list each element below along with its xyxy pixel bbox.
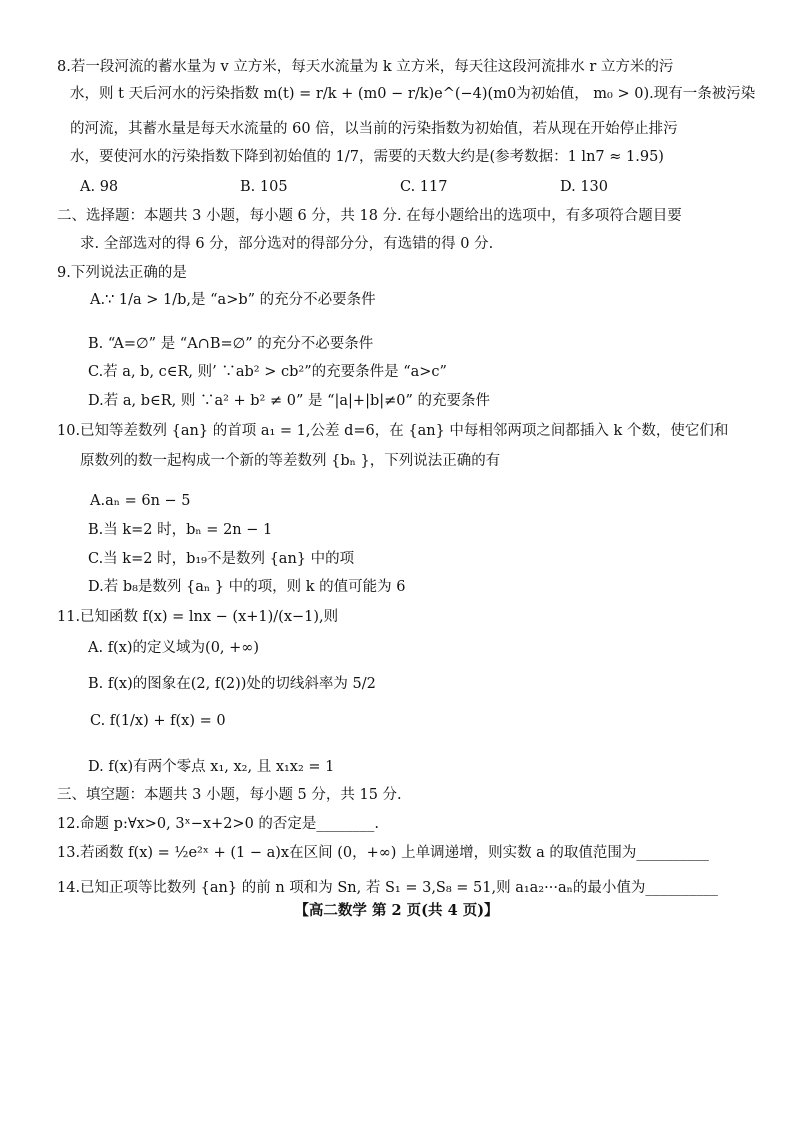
page-footer: 【高二数学 第 2 页(共 4 页)】 [294,902,499,919]
q14-text: 14.已知正项等比数列 {an} 的前 n 项和为 Sn, 若 S₁ = 3,S₈ = 51,则 a₁a₂···aₙ的最小值为__________ [57,880,718,896]
q11-option-b: B. f(x)的图象在(2, f(2))处的切线斜率为 5/2 [88,676,376,692]
q8-option-d: D. 130 [560,179,609,195]
q10-line1: 10.已知等差数列 {an} 的首项 a₁ = 1,公差 d=6，在 {an} 中每相邻两项之间都插入 k 个数，使它们和 [57,423,729,439]
q11-option-a: A. f(x)的定义域为(0, +∞) [88,640,260,656]
q8-line2: 水，则 t 天后河水的污染指数 m(t) = r/k + (m0 − r/k)e^(−4)(m0为初始值， m₀ > 0).现有一条被污染 [70,86,756,102]
q10-option-c: C.当 k=2 时，b₁₉不是数列 {an} 中的项 [88,551,355,567]
q8-option-b: B. 105 [240,179,288,195]
q8-option-c: C. 117 [400,179,448,195]
q11-option-c: C. f(1/x) + f(x) = 0 [90,713,226,729]
q9-stem: 9.下列说法正确的是 [57,265,187,281]
q10-option-a: A.aₙ = 6n − 5 [90,493,191,509]
q10-option-d: D.若 b₈是数列 {aₙ } 中的项，则 k 的值可能为 6 [88,579,406,595]
q8-option-a: A. 98 [80,179,119,195]
q10-option-b: B.当 k=2 时，bₙ = 2n − 1 [88,522,273,538]
q9-option-d: D.若 a, b∈R, 则 ∵a² + b² ≠ 0” 是 “|a|+|b|≠0” 的充要条件 [88,393,491,409]
q12-text: 12.命题 p:∀x>0, 3ˣ−x+2>0 的否定是________. [57,816,380,832]
q8-line3: 的河流，其蓄水量是每天水流量的 60 倍，以当前的污染指数为初始值，若从现在开始停止排污 [70,121,678,137]
q11-option-d: D. f(x)有两个零点 x₁, x₂, 且 x₁x₂ = 1 [88,759,335,775]
q9-option-c: C.若 a, b, c∈R, 则’ ∵ab² > cb²”的充要条件是 “a>c” [88,364,447,380]
section3-heading: 三、填空题：本题共 3 小题，每小题 5 分，共 15 分. [57,787,402,803]
section2-line1: 二、选择题：本题共 3 小题，每小题 6 分，共 18 分. 在每小题给出的选项中，有多项符合题目要 [57,208,682,224]
q13-text: 13.若函数 f(x) = ½e²ˣ + (1 − a)x在区间 (0，+∞) 上单调递增，则实数 a 的取值范围为__________ [57,845,709,861]
q11-stem: 11.已知函数 f(x) = lnx − (x+1)/(x−1),则 [57,609,339,625]
q8-line1: 8.若一段河流的蓄水量为 v 立方米，每天水流量为 k 立方米，每天往这段河流排水 r 立方米的污 [57,59,674,75]
q8-line4: 水，要使河水的污染指数下降到初始值的 1/7，需要的天数大约是(参考数据：1 ln7 ≈ 1.95) [70,149,664,165]
q9-option-b: B. “A=∅” 是 “A∩B=∅” 的充分不必要条件 [88,336,374,352]
section2-line2: 求. 全部选对的得 6 分，部分选对的得部分分，有选错的得 0 分. [80,236,494,252]
q9-option-a: A.∵ 1/a > 1/b,是 “a>b” 的充分不必要条件 [90,292,376,308]
q10-line2: 原数列的数一起构成一个新的等差数列 {bₙ }，下列说法正确的有 [80,453,501,469]
